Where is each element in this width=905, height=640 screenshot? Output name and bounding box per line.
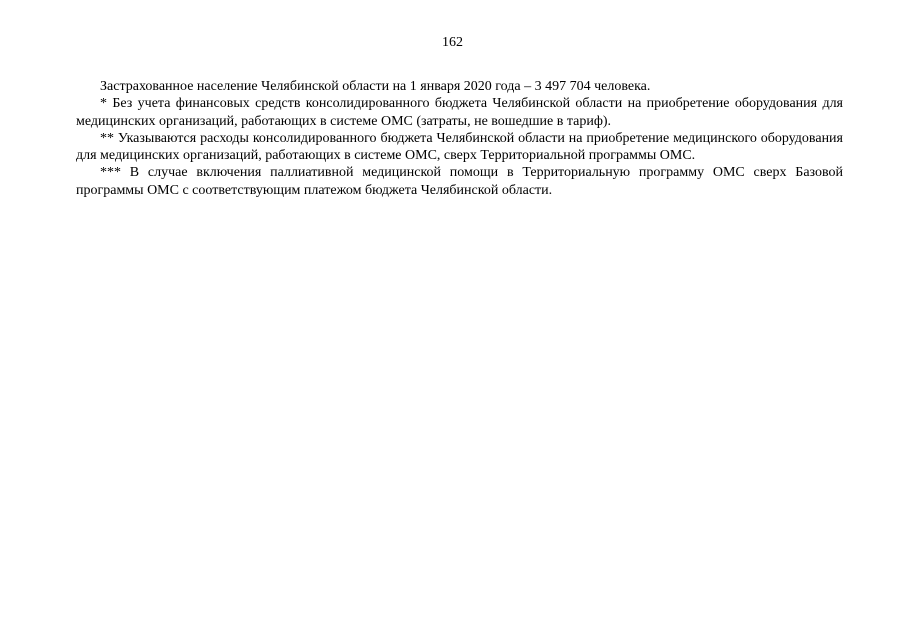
footnotes-block (76, 78, 843, 199)
footnote-triple-asterisk: *** В случае включения паллиативной медицинской помощи в Территориальную программу ОМС сверх Базовой программы ОМС с соответствующим платежом бюджета Челябинской области. (76, 165, 843, 198)
page-number: 162 (442, 35, 463, 50)
footnote-double-asterisk: ** Указываются расходы консолидированного бюджета Челябинской области на приобретение медицинского оборудования для медицинских организаций, работающих в системе ОМС, сверх Территориальной программы ОМС. (76, 130, 843, 164)
footnote-single-asterisk: * Без учета финансовых средств консолидированного бюджета Челябинской области на приобретение оборудования для медицинских организаций, работающих в системе ОМС (затраты, не вошедшие в тариф). (76, 96, 843, 129)
insured-population-note: Застрахованное население Челябинской области на 1 января 2020 года – 3 497 704 человека. (100, 79, 651, 94)
